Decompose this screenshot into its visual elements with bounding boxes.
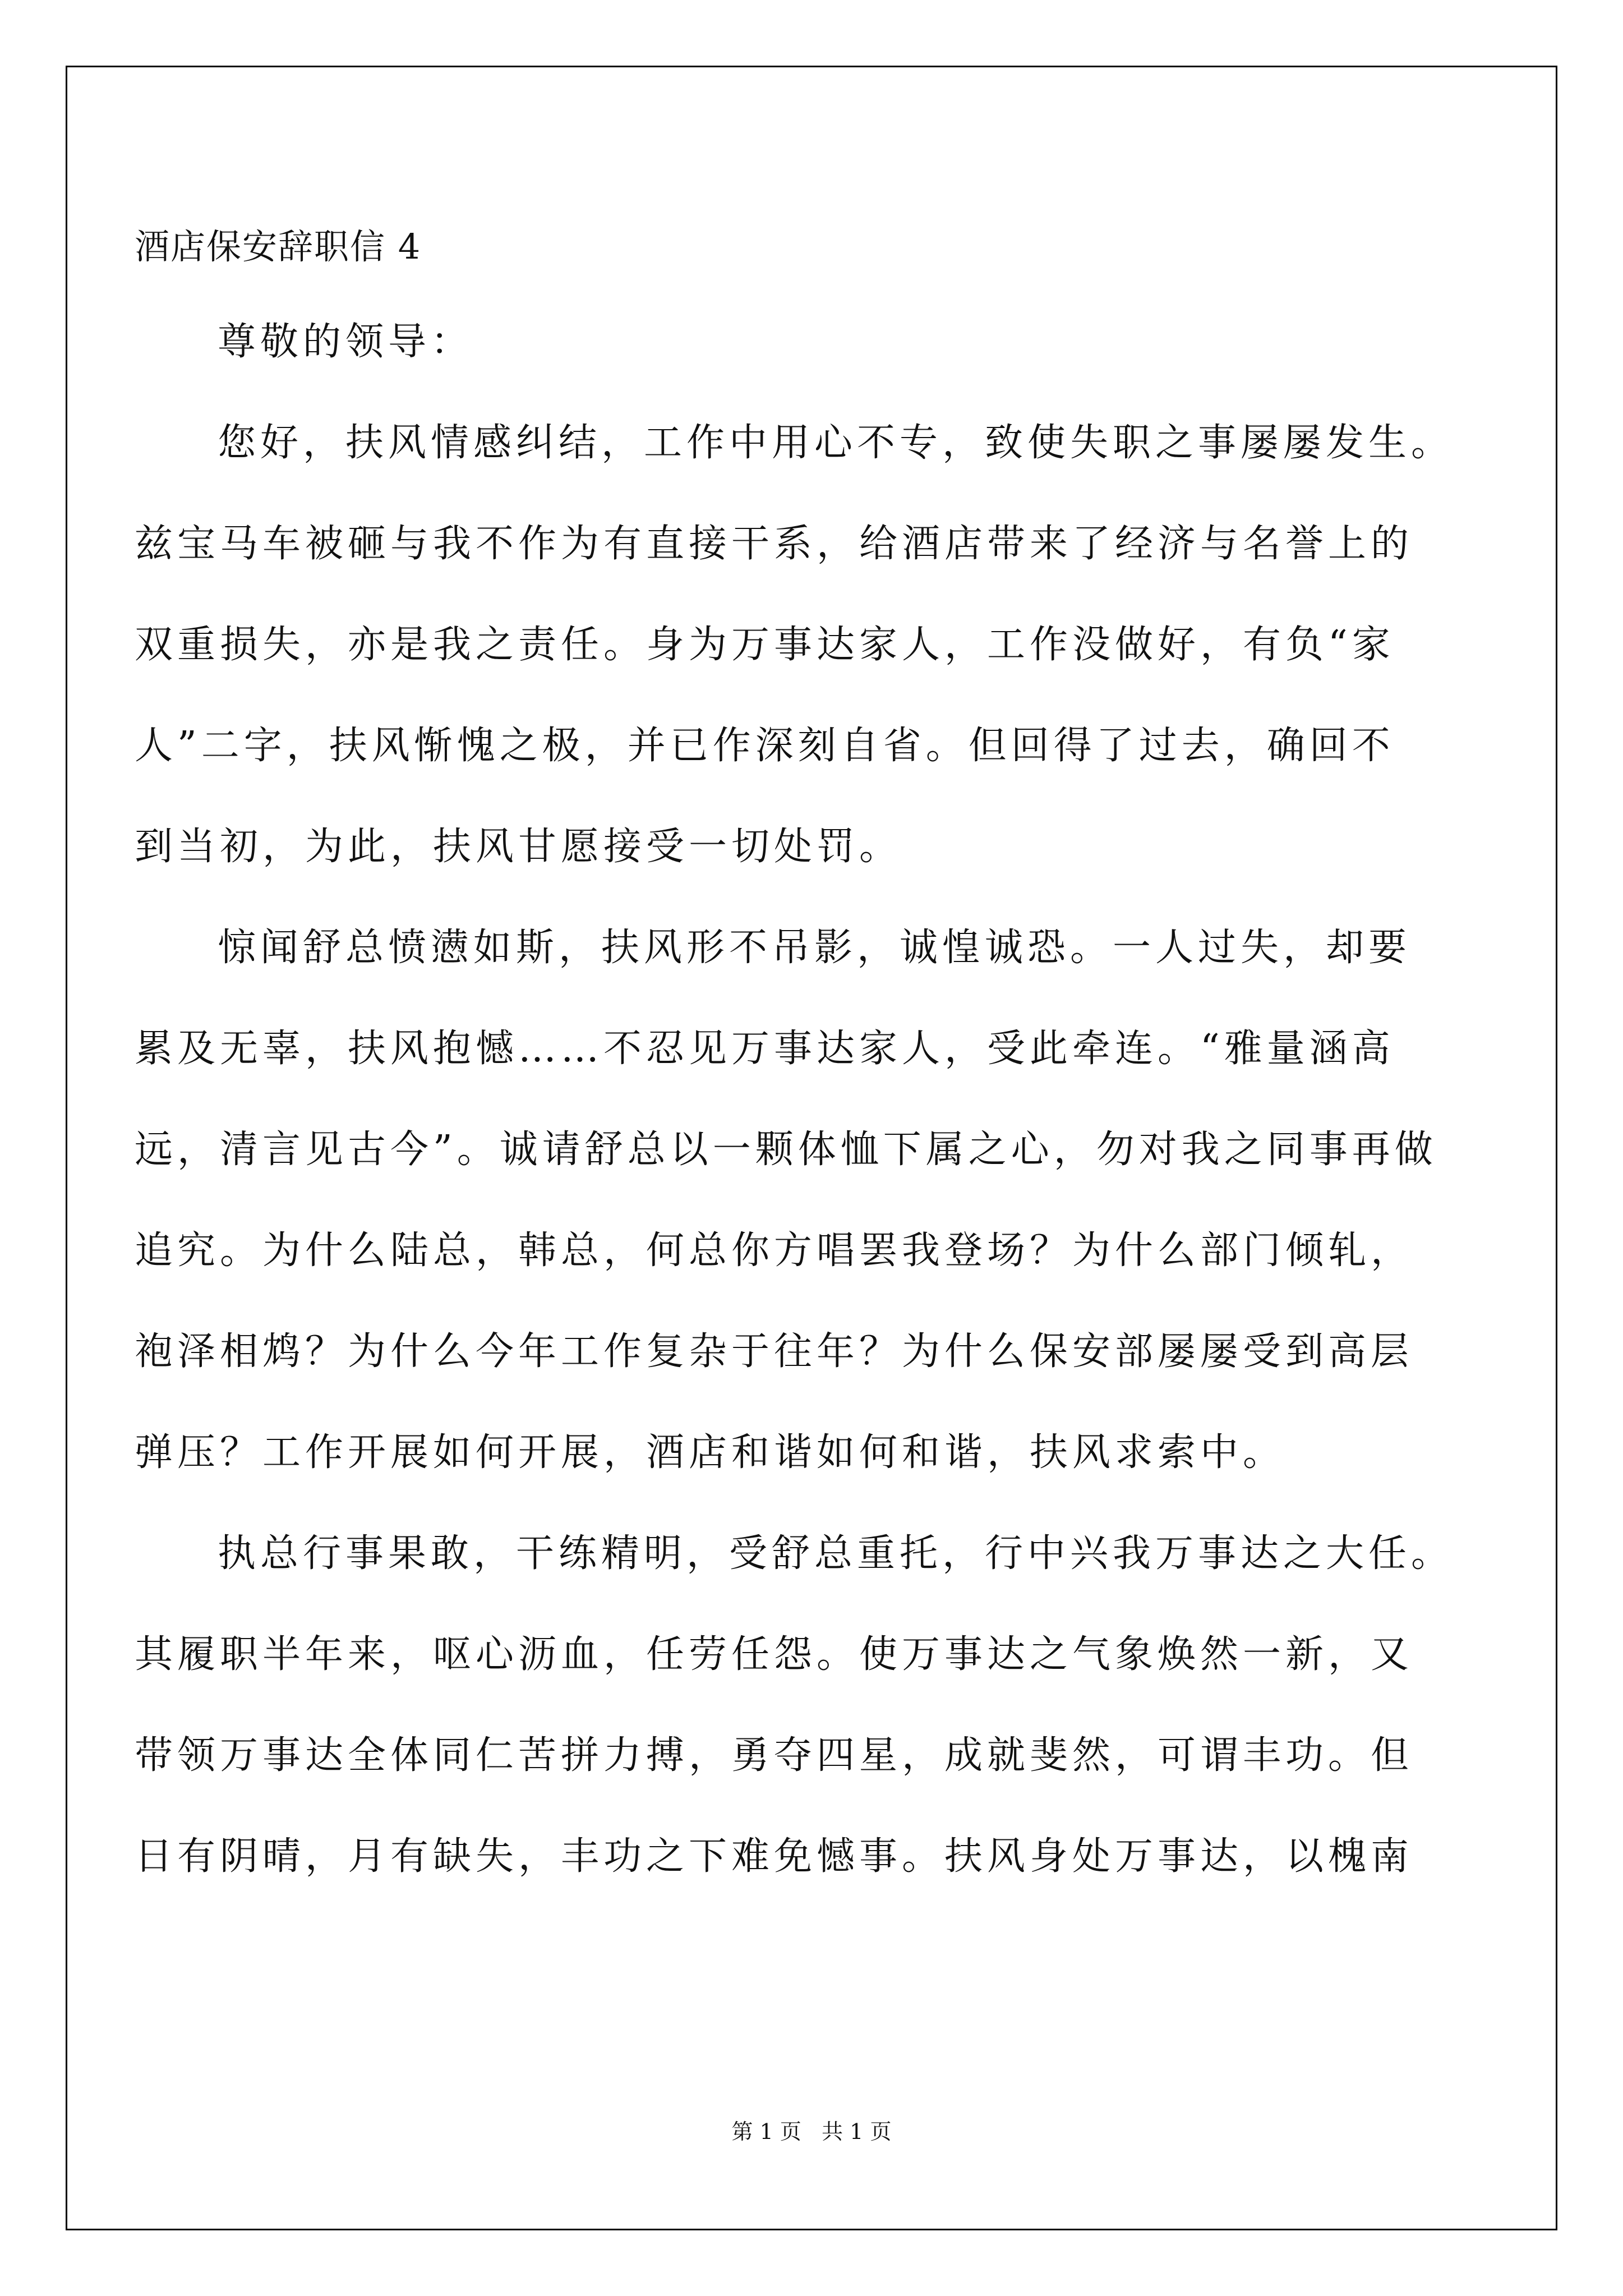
- text-line: 您好，扶风情感纠结，工作中用心不专，致使失职之事屡屡发生。: [218, 421, 1454, 465]
- salutation: 尊敬的领导：: [218, 320, 474, 364]
- text-line: 双重损失，亦是我之责任。身为万事达家人，工作没做好，有负“家: [135, 623, 1395, 667]
- text-line: 带领万事达全体同仁苦拼力搏，勇夺四星，成就斐然，可谓丰功。但: [135, 1733, 1414, 1778]
- text-line: 人”二字，扶风惭愧之极，并已作深刻自省。但回得了过去，确回不: [135, 724, 1395, 768]
- text-line: 远，清言见古今”。诚请舒总以一颗体恤下属之心，勿对我之同事再做: [135, 1128, 1437, 1172]
- text-line: 其履职半年来，呕心沥血，任劳任怨。使万事达之气象焕然一新，又: [135, 1632, 1414, 1677]
- text-line: 日有阴晴，月有缺失，丰功之下难免憾事。扶风身处万事达，以槐南: [135, 1834, 1414, 1879]
- text-line: 追究。为什么陆总，韩总，何总你方唱罢我登场？为什么部门倾轧，: [135, 1228, 1414, 1273]
- text-line: 兹宝马车被砸与我不作为有直接干系，给酒店带来了经济与名誉上的: [135, 522, 1414, 566]
- text-line: 到当初，为此，扶风甘愿接受一切处罚。: [135, 825, 902, 869]
- page-footer: 第 1 页 共 1 页: [731, 2119, 892, 2144]
- text-line: 弹压？工作开展如何开展，酒店和谐如何和谐，扶风求索中。: [135, 1430, 1286, 1475]
- text-line: 执总行事果敢，干练精明，受舒总重托，行中兴我万事达之大任。: [218, 1531, 1454, 1576]
- text-line: 袍泽相鸩？为什么今年工作复杂于往年？为什么保安部屡屡受到高层: [135, 1329, 1414, 1374]
- document-title: 酒店保安辞职信 4: [135, 226, 422, 267]
- text-line: 累及无辜，扶风抱憾……不忍见万事达家人，受此牵连。“雅量涵高: [135, 1027, 1395, 1071]
- text-line: 惊闻舒总愤懑如斯，扶风形不吊影，诚惶诚恐。一人过失，却要: [218, 926, 1412, 970]
